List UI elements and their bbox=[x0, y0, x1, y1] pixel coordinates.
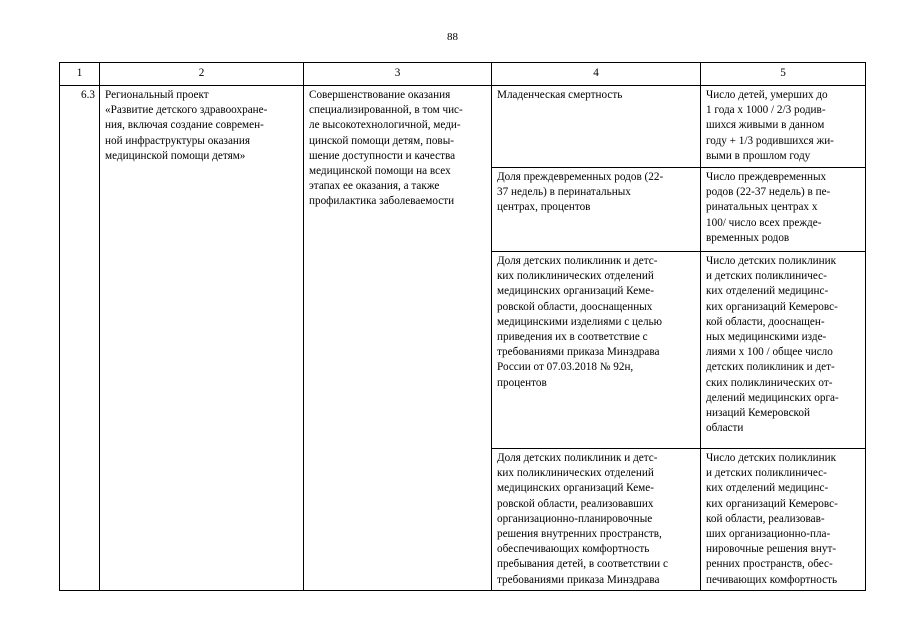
indicator-formula-cell bbox=[701, 86, 866, 168]
table-row bbox=[60, 86, 866, 168]
indicator-name: Доля преждевременных родов (22- 37 недель) в перинатальных центрах, процентов bbox=[497, 171, 664, 214]
header-col-5: 5 bbox=[701, 63, 866, 86]
indicator-formula: Число детей, умерших до 1 года х 1000 / 2/3 родив- шихся живыми в данном году + 1/3 родившихся жи- выми в прошлом году bbox=[706, 89, 834, 162]
indicator-formula-cell bbox=[701, 168, 866, 252]
indicator-name-cell bbox=[492, 252, 701, 449]
indicator-name-cell bbox=[492, 449, 701, 591]
row-number bbox=[60, 86, 100, 591]
project-name: Региональный проект «Развитие детского здравоохране- ния, включая создание современ- ной инфраструктуры оказания медицинской помощи детям» bbox=[105, 89, 268, 162]
indicator-name: Доля детских поликлиник и детс- ких поликлинических отделений медицинских организаций Кеме- ровской области, реализовавших организационно-планировочные решения внутренних пространств, обеспечивающих комфортность пребывания детей, в соответствии с требованиями приказа Минздрава bbox=[497, 452, 668, 586]
header-col-1: 1 bbox=[60, 63, 100, 86]
indicator-name: Доля детских поликлиник и детс- ких поликлинических отделений медицинских организаций Кеме- ровской области, дооснащенных медицинскими изделиями с целью приведения их в соответствие с требованиями приказа Минздрава России от 07.03.2018 № 92н, процентов bbox=[497, 255, 662, 389]
header-col-4: 4 bbox=[492, 63, 701, 86]
indicator-formula: Число детских поликлиник и детских поликлиничес- ких отделений медицинс- ких организаций Кемеровс- кой области, реализовав- ших организационно-пла- нировочные решения внут- ренних пространств, обес- печивающих комфортность bbox=[706, 452, 838, 586]
indicator-name: Младенческая смертность bbox=[497, 89, 623, 101]
header-col-2: 2 bbox=[100, 63, 304, 86]
row-number-text: 6.3 bbox=[81, 89, 95, 101]
page-number: 88 bbox=[447, 31, 458, 43]
project-cell bbox=[100, 86, 304, 591]
indicator-formula: Число детских поликлиник и детских поликлиничес- ких отделений медицинс- ких организаций Кемеровс- кой области, дооснащен- ных медицинскими изде- лиями х 100 / общее число детских поликлиник и дет- ских поликлинических от- делений медицинских орга- низаций Кемеровской области bbox=[706, 255, 839, 435]
indicator-name-cell bbox=[492, 168, 701, 252]
table-header-row bbox=[60, 63, 866, 86]
goal-cell bbox=[304, 86, 492, 591]
indicator-formula-cell bbox=[701, 252, 866, 449]
indicator-name-cell bbox=[492, 86, 701, 168]
indicator-formula-cell bbox=[701, 449, 866, 591]
indicator-formula: Число преждевременных родов (22-37 недель) в пе- ринатальных центрах х 100/ число всех прежде- временных родов bbox=[706, 171, 831, 244]
indicators-table bbox=[59, 62, 866, 591]
project-goal: Совершенствование оказания специализированной, в том чис- ле высокотехнологичной, меди- цинской помощи детям, повы- шение доступности и качества медицинской помощи на всех этапах ее оказания, а также профилактика заболеваемости bbox=[309, 89, 463, 208]
header-col-3: 3 bbox=[304, 63, 492, 86]
